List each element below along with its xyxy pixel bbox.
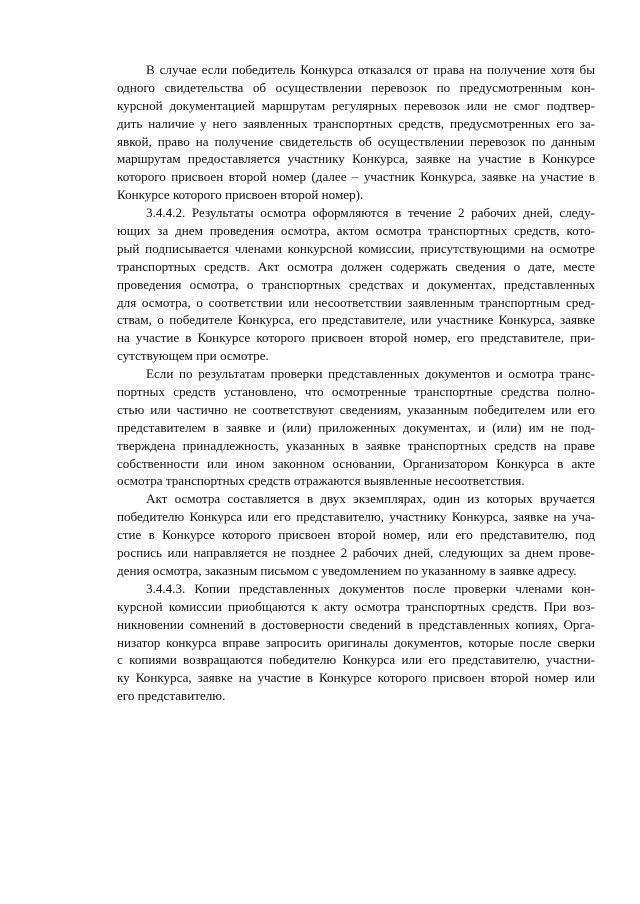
text-line: стие в Конкурсе которого присвоен второй номер, или его представителю, под xyxy=(117,527,595,543)
paragraph-inspection-results xyxy=(117,365,595,490)
text-line: портных средств установлено, что осмотренные транспортные средства полно- xyxy=(117,384,595,400)
text-line: для осмотра, о соответствии или несоответствии заявленным транспортным сред- xyxy=(117,294,595,310)
text-line: ющих за днем проведения осмотра, актом осмотра транспортных средств, кото- xyxy=(117,223,595,239)
text-line: 3.4.4.2. Результаты осмотра оформляются в течение 2 рабочих дней, следу- xyxy=(146,205,595,221)
text-line: с копиями возвращаются победителю Конкурса или его представителю, участни- xyxy=(117,652,595,668)
text-line: рый подписывается членами конкурсной комиссии, присутствующими на осмотре xyxy=(117,240,595,256)
text-line: сутствующем при осмотре. xyxy=(117,348,269,364)
text-line: Если по результатам проверки представленных документов и осмотра транс- xyxy=(146,366,595,382)
text-line: явкой, право на получение свидетельств об осуществлении перевозок по данным xyxy=(117,133,595,149)
text-line: низатор конкурса вправе запросить оригиналы документов, которые после сверки xyxy=(117,634,595,650)
text-line: тверждена принадлежность, указанных в заявке транспортных средств на праве xyxy=(117,437,595,453)
text-line: 3.4.4.3. Копии представленных документов после проверки членами кон- xyxy=(146,580,595,596)
text-line: ку Конкурса, заявке на участие в Конкурсе которого присвоен второй номер или xyxy=(117,670,595,686)
text-line: его представителю. xyxy=(117,688,226,704)
paragraph-inspection-act xyxy=(117,490,595,579)
text-line: никновении сомнений в достоверности сведений в представленных копиях, Орга- xyxy=(117,616,595,632)
text-line: на участие в Конкурсе которого присвоен второй номер, его представителе, при- xyxy=(117,330,595,346)
document-body xyxy=(117,61,595,705)
text-line: Акт осмотра составляется в двух экземплярах, один из которых вручается xyxy=(146,491,595,507)
text-line: дения осмотра, заказным письмом с уведомлением по указанному в заявке адресу. xyxy=(117,562,577,578)
text-line: курсной документацией маршрутам регулярных перевозок или не смог подтвер- xyxy=(117,97,595,113)
text-line: представителем в заявке и (или) приложенных документах, и (или) им не под- xyxy=(117,419,595,435)
text-line: проведения осмотра, о транспортных средствах и документах, представленных xyxy=(117,276,595,292)
text-line: осмотра транспортных средств отражаются выявленные несоответствия. xyxy=(117,473,525,489)
text-line: В случае если победитель Конкурса отказался от права на получение хотя бы xyxy=(146,62,595,77)
text-line: которого присвоен второй номер (далее – участник Конкурса, заявке на участие в xyxy=(117,169,595,185)
text-line: транспортных средств. Акт осмотра должен содержать сведения о дате, месте xyxy=(117,258,595,274)
text-line: роспись или направляется не позднее 2 рабочих дней, следующих за днем прове- xyxy=(117,545,595,561)
text-line: стью или частично не соответствуют сведениям, указанным победителем или его xyxy=(117,401,595,417)
paragraph-3-4-4-2 xyxy=(117,204,595,365)
text-line: собственности или ином законном основании, Организатором Конкурса в акте xyxy=(117,455,595,471)
text-line: победителю Конкурса или его представителю, участнику Конкурса, заявке на уча- xyxy=(117,509,595,525)
text-line: дить наличие у него заявленных транспортных средств, предусмотренных его за- xyxy=(117,115,595,131)
text-line: маршрутам предоставляется участнику Конкурса, заявке на участие в Конкурсе xyxy=(117,151,595,167)
text-line: курсной комиссии приобщаются к акту осмотра транспортных средств. При воз- xyxy=(117,598,595,614)
text-line: одного свидетельства об осуществлении перевозок по предусмотренным кон- xyxy=(117,79,595,95)
paragraph-winner-refusal xyxy=(117,61,595,204)
paragraph-3-4-4-3 xyxy=(117,580,595,705)
text-line: Конкурсе которого присвоен второй номер). xyxy=(117,187,364,203)
text-line: ствам, о победителе Конкурса, его представителе, или участнике Конкурса, заявке xyxy=(117,312,595,328)
